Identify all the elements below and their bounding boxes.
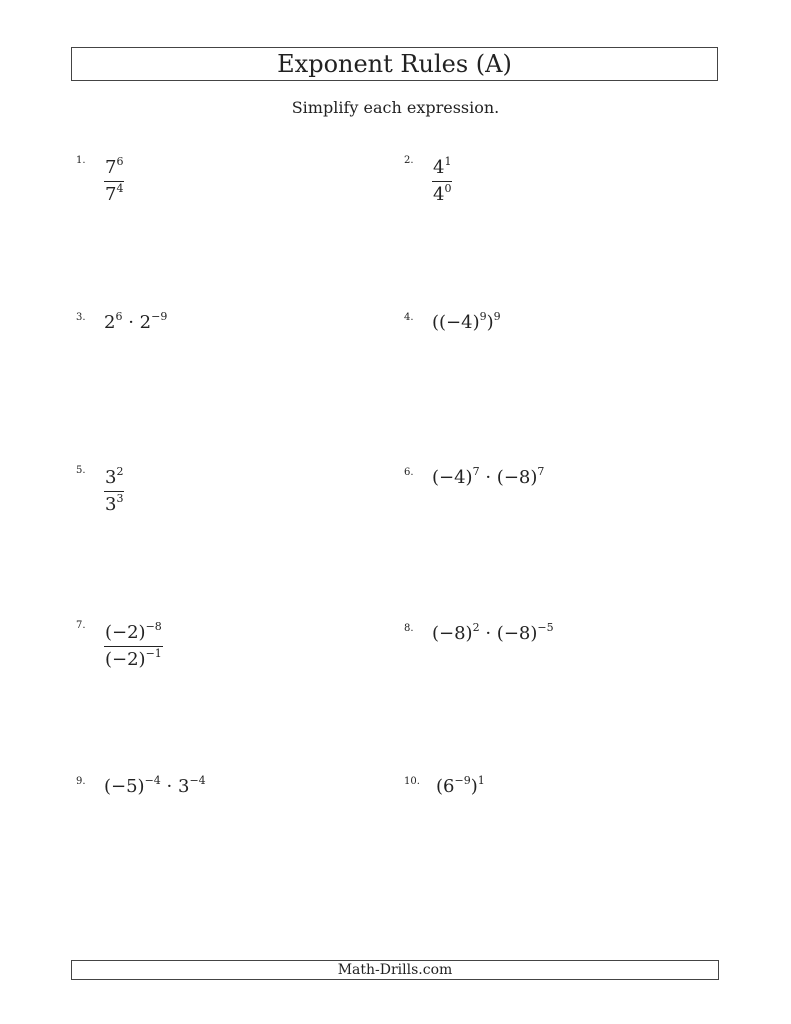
denominator: $4^0$ <box>433 182 452 205</box>
problem-number: 3. <box>76 312 86 323</box>
problem-number: 1. <box>76 155 86 166</box>
numerator: $(-2)^{-8}$ <box>105 620 162 643</box>
problem-number: 4. <box>404 312 414 323</box>
denominator: $7^4$ <box>105 182 124 205</box>
instructions: Simplify each expression. <box>291 98 500 117</box>
footer-text: Math-Drills.com <box>337 962 453 978</box>
problem-expression: $(-4)^7 \cdot (-8)^7$ <box>432 465 545 488</box>
footer <box>71 960 719 980</box>
problem-number: 8. <box>404 623 414 634</box>
numerator: $4^1$ <box>433 155 452 178</box>
problem-expression: $(6^{-9})^1$ <box>436 774 485 797</box>
problem-number: 7. <box>76 620 86 631</box>
problem-number: 10. <box>404 776 420 787</box>
problem-number: 9. <box>76 776 86 787</box>
page-title: Exponent Rules (A) <box>277 50 512 78</box>
numerator: $3^2$ <box>105 465 124 488</box>
problem-expression <box>104 155 124 208</box>
problem-number: 5. <box>76 465 86 476</box>
numerator: $7^6$ <box>105 155 124 178</box>
problem-expression: $(-8)^2 \cdot (-8)^{-5}$ <box>432 621 554 644</box>
denominator: $3^3$ <box>105 492 124 515</box>
problem-expression <box>104 465 124 518</box>
problem-expression: $2^6 \cdot 2^{-9}$ <box>104 310 168 333</box>
problem-number: 6. <box>404 467 414 478</box>
fraction <box>432 155 452 208</box>
problem-number: 2. <box>404 155 414 166</box>
problem-expression <box>104 620 163 673</box>
problem-expression <box>432 155 452 208</box>
problem-expression: $(-5)^{-4} \cdot 3^{-4}$ <box>104 774 206 797</box>
denominator: $(-2)^{-1}$ <box>105 647 162 670</box>
fraction <box>104 620 163 673</box>
fraction <box>104 155 124 208</box>
fraction <box>104 465 124 518</box>
title-box <box>71 47 718 81</box>
problem-expression: $((-4)^9)^9$ <box>432 310 501 333</box>
